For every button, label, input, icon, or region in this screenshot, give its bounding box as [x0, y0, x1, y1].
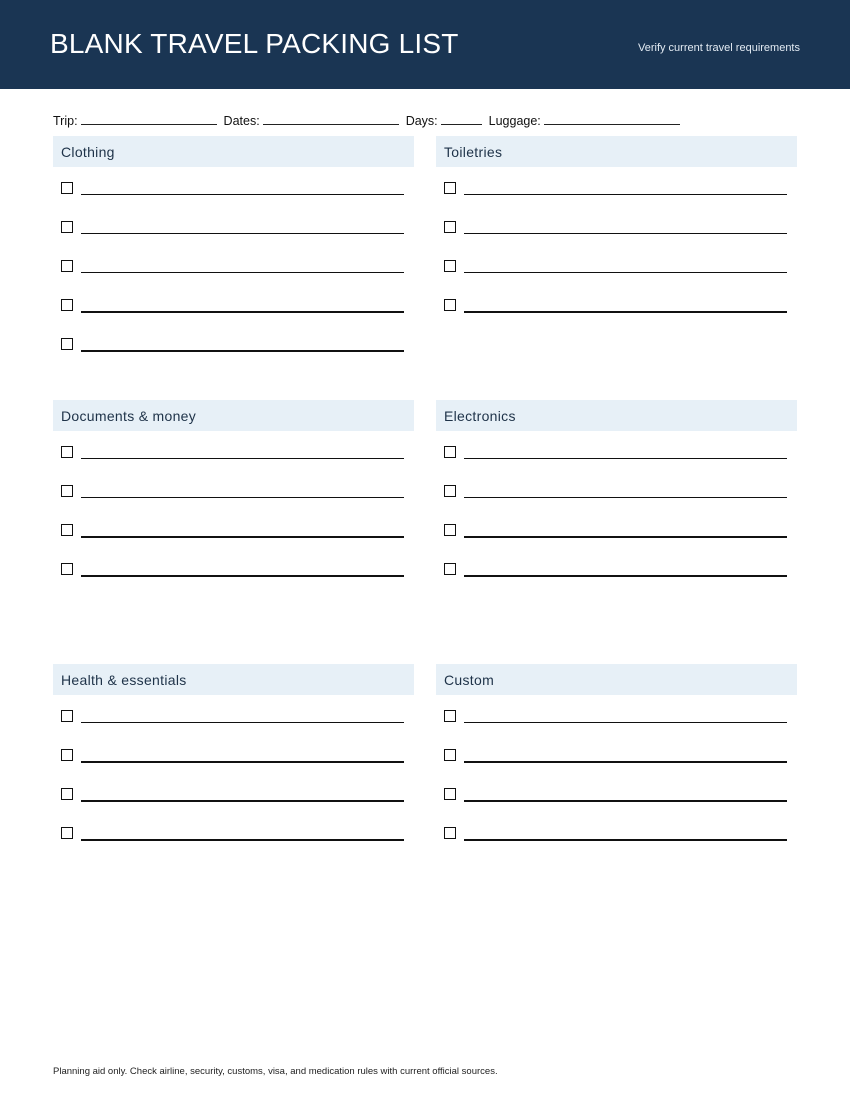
write-in-line[interactable]: [464, 233, 787, 234]
checklist-item: [53, 710, 414, 730]
checklist-item: [436, 788, 797, 808]
checklist-item: [53, 563, 414, 583]
trip-label: Trip:: [53, 114, 78, 128]
write-in-line[interactable]: [464, 194, 787, 195]
checklist-item: [53, 788, 414, 808]
write-in-line[interactable]: [81, 311, 404, 313]
checkbox[interactable]: [61, 524, 73, 536]
checklist-item: [53, 827, 414, 847]
checkbox[interactable]: [61, 446, 73, 458]
checkbox[interactable]: [61, 260, 73, 272]
checklist-item: [436, 446, 797, 466]
write-in-line[interactable]: [81, 536, 404, 538]
checkbox[interactable]: [444, 446, 456, 458]
checkbox[interactable]: [444, 524, 456, 536]
footer-disclaimer: Planning aid only. Check airline, security, customs, visa, and medication rules with current official sources.: [53, 1066, 498, 1077]
checkbox[interactable]: [444, 563, 456, 575]
section-title: Electronics: [436, 400, 797, 431]
header-note: Verify current travel requirements: [637, 42, 800, 54]
checkbox[interactable]: [444, 788, 456, 800]
write-in-line[interactable]: [81, 575, 404, 577]
dates-label: Dates:: [223, 114, 260, 128]
checkbox[interactable]: [444, 749, 456, 761]
days-label: Days:: [405, 114, 438, 128]
checklist-item: [436, 221, 797, 241]
write-in-line[interactable]: [464, 458, 787, 459]
write-in-line[interactable]: [81, 761, 404, 763]
checkbox[interactable]: [444, 221, 456, 233]
checkbox[interactable]: [61, 788, 73, 800]
checkbox[interactable]: [444, 485, 456, 497]
write-in-line[interactable]: [81, 800, 404, 802]
checklist-item: [53, 260, 414, 280]
checklist-item: [436, 299, 797, 319]
write-in-line[interactable]: [81, 497, 404, 498]
write-in-line[interactable]: [81, 839, 404, 841]
trip-info-row: [53, 113, 687, 129]
checklist-item: [436, 485, 797, 505]
checklist-item: [53, 749, 414, 769]
header-banner: [0, 0, 850, 89]
checklist-item: [53, 485, 414, 505]
write-in-line[interactable]: [464, 575, 787, 577]
section-custom: [436, 664, 797, 695]
checkbox[interactable]: [61, 710, 73, 722]
checkbox[interactable]: [61, 485, 73, 497]
luggage-label: Luggage:: [488, 114, 541, 128]
page-title: BLANK TRAVEL PACKING LIST: [50, 28, 459, 59]
checkbox[interactable]: [61, 182, 73, 194]
checkbox[interactable]: [61, 749, 73, 761]
checkbox[interactable]: [61, 563, 73, 575]
checklist-item: [53, 524, 414, 544]
section-title: Toiletries: [436, 136, 797, 167]
days-field[interactable]: [441, 113, 482, 125]
checklist-item: [436, 260, 797, 280]
checklist-item: [436, 710, 797, 730]
write-in-line[interactable]: [81, 233, 404, 234]
checkbox[interactable]: [444, 182, 456, 194]
section-clothing: [53, 136, 414, 167]
section-title: Clothing: [53, 136, 414, 167]
checkbox[interactable]: [444, 710, 456, 722]
checkbox[interactable]: [61, 221, 73, 233]
checklist-item: [436, 749, 797, 769]
write-in-line[interactable]: [464, 800, 787, 802]
checklist-item: [53, 299, 414, 319]
checklist-item: [53, 446, 414, 466]
luggage-field[interactable]: [544, 113, 680, 125]
write-in-line[interactable]: [464, 839, 787, 841]
write-in-line[interactable]: [464, 272, 787, 273]
section-toiletries: [436, 136, 797, 167]
checklist-item: [53, 221, 414, 241]
section-title: Custom: [436, 664, 797, 695]
checklist-item: [53, 182, 414, 202]
checkbox[interactable]: [61, 827, 73, 839]
checklist-item: [436, 524, 797, 544]
checklist-item: [436, 563, 797, 583]
checkbox[interactable]: [444, 260, 456, 272]
dates-field[interactable]: [263, 113, 399, 125]
checkbox[interactable]: [61, 338, 73, 350]
write-in-line[interactable]: [464, 761, 787, 763]
write-in-line[interactable]: [81, 458, 404, 459]
checkbox[interactable]: [444, 827, 456, 839]
checkbox[interactable]: [444, 299, 456, 311]
section-title: Documents & money: [53, 400, 414, 431]
write-in-line[interactable]: [81, 272, 404, 273]
section-documents-money: [53, 400, 414, 431]
write-in-line[interactable]: [81, 194, 404, 195]
section-title: Health & essentials: [53, 664, 414, 695]
write-in-line[interactable]: [464, 536, 787, 538]
write-in-line[interactable]: [464, 311, 787, 313]
trip-field[interactable]: [81, 113, 217, 125]
write-in-line[interactable]: [464, 722, 787, 723]
write-in-line[interactable]: [464, 497, 787, 498]
write-in-line[interactable]: [81, 722, 404, 723]
section-health-essentials: [53, 664, 414, 695]
section-electronics: [436, 400, 797, 431]
checkbox[interactable]: [61, 299, 73, 311]
checklist-item: [436, 827, 797, 847]
checklist-item: [436, 182, 797, 202]
checklist-item: [53, 338, 414, 358]
write-in-line[interactable]: [81, 350, 404, 352]
